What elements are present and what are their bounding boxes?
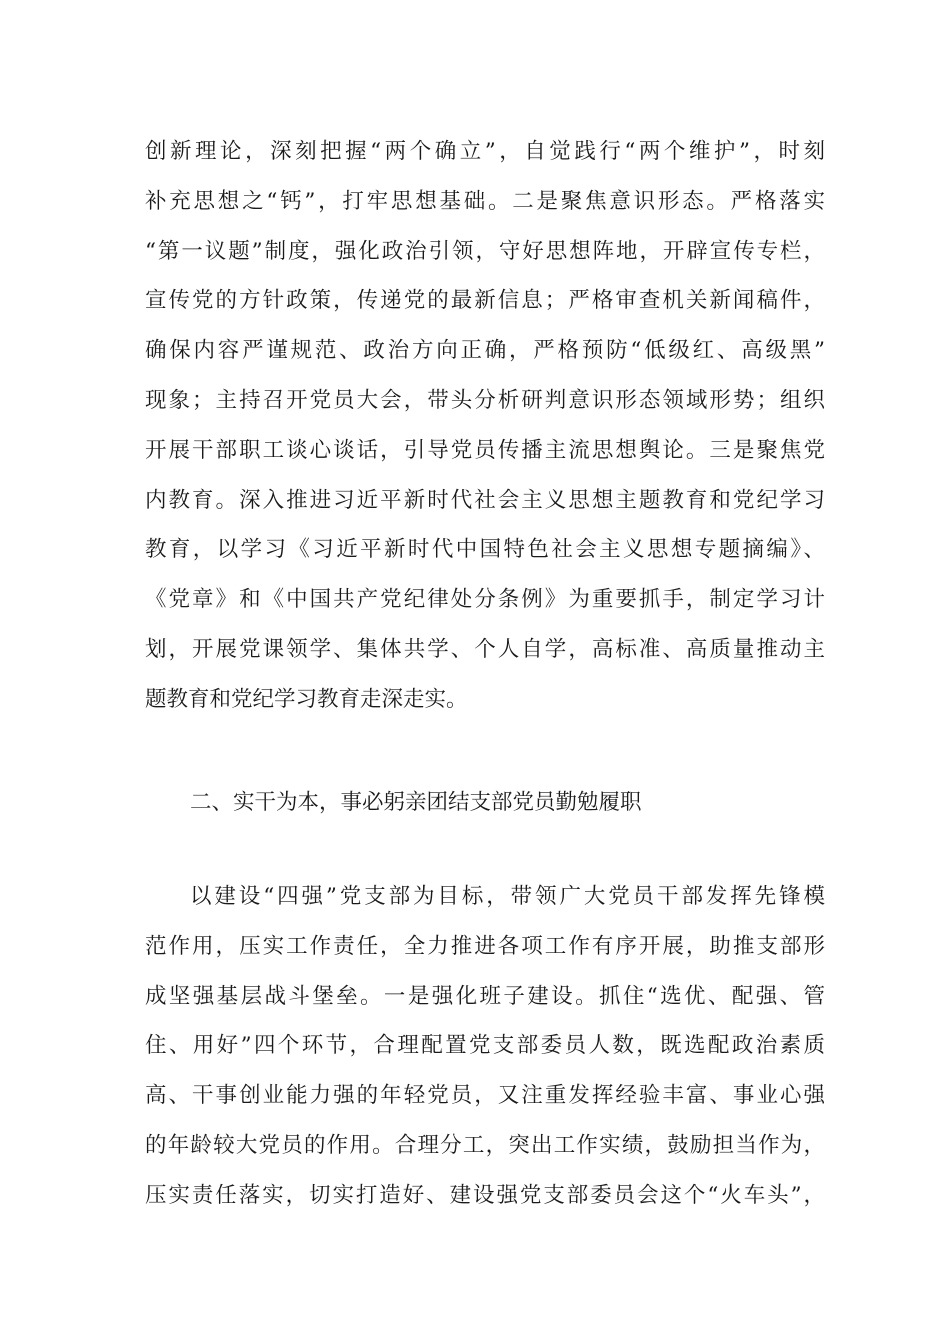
- paragraph-1-line: 宣传党的方针政策，传递党的最新信息；严格审查机关新闻稿件，: [145, 288, 825, 314]
- paragraph-1-line: “第一议题”制度，强化政治引领，守好思想阵地，开辟宣传专栏，: [145, 238, 825, 264]
- paragraph-1-line: 《党章》和《中国共产党纪律处分条例》为重要抓手，制定学习计: [145, 587, 825, 613]
- paragraph-1-line: 内教育。深入推进习近平新时代社会主义思想主题教育和党纪学习: [145, 487, 825, 513]
- paragraph-2-line-first: 以建设“四强”党支部为目标，带领广大党员干部发挥先锋模: [190, 884, 825, 909]
- paragraph-2-line: 范作用，压实工作责任，全力推进各项工作有序开展，助推支部形: [145, 933, 825, 959]
- paragraph-1: [145, 127, 825, 725]
- paragraph-2-line: 住、用好”四个环节，合理配置党支部委员人数，既选配政治素质: [145, 1033, 825, 1059]
- paragraph-1-line-last: 题教育和党纪学习教育走深走实。: [145, 686, 468, 712]
- paragraph-1-line: 创新理论，深刻把握“两个确立”，自觉践行“两个维护”，时刻: [145, 139, 825, 164]
- paragraph-1-line: 补充思想之“钙”，打牢思想基础。二是聚焦意识形态。严格落实: [145, 188, 825, 214]
- paragraph-2-line: 的年龄较大党员的作用。合理分工，突出工作实绩，鼓励担当作为，: [145, 1132, 825, 1158]
- paragraph-2-line: 高、干事创业能力强的年轻党员，又注重发挥经验丰富、事业心强: [145, 1083, 825, 1109]
- paragraph-2-line: 成坚强基层战斗堡垒。一是强化班子建设。抓住“选优、配强、管: [145, 983, 825, 1009]
- paragraph-1-line: 确保内容严谨规范、政治方向正确，严格预防“低级红、高级黑”: [145, 338, 825, 364]
- section-heading: 二、实干为本，事必躬亲团结支部党员勤勉履职: [190, 790, 642, 815]
- paragraph-1-line: 开展干部职工谈心谈话，引导党员传播主流思想舆论。三是聚焦党: [145, 437, 825, 463]
- paragraph-1-line: 划，开展党课领学、集体共学、个人自学，高标准、高质量推动主: [145, 636, 825, 662]
- paragraph-2: [145, 872, 825, 1221]
- paragraph-2-line: 压实责任落实，切实打造好、建设强党支部委员会这个“火车头”，: [145, 1182, 825, 1208]
- paragraph-1-line: 教育，以学习《习近平新时代中国特色社会主义思想专题摘编》、: [145, 537, 825, 563]
- paragraph-1-line: 现象；主持召开党员大会，带头分析研判意识形态领域形势；组织: [145, 387, 825, 413]
